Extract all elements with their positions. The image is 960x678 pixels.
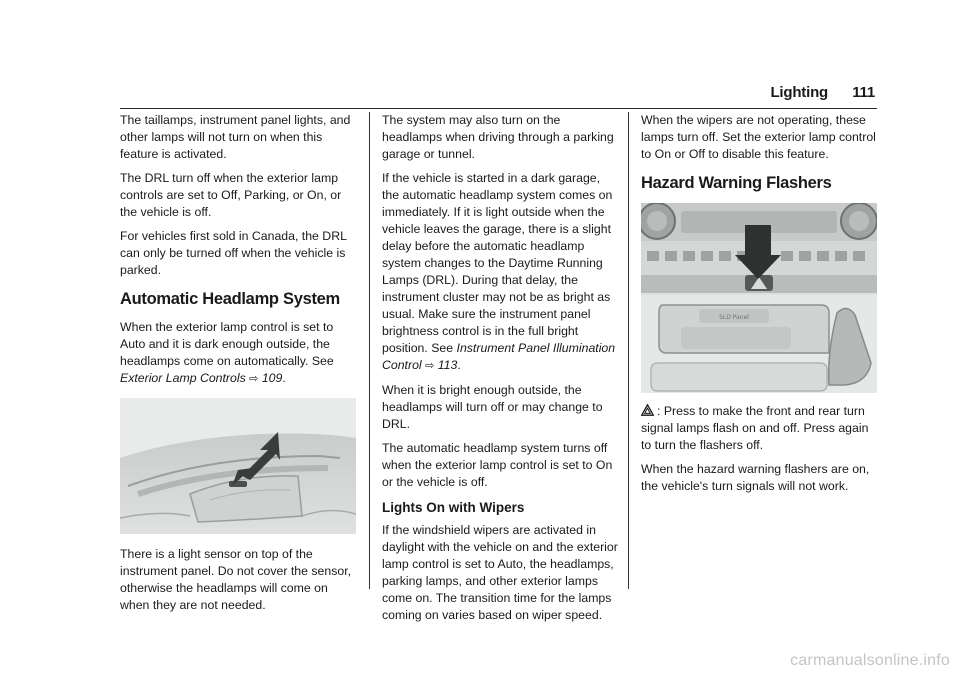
column-2	[382, 112, 618, 631]
column-1	[120, 112, 356, 621]
reference-arrow-icon: ⇨	[249, 373, 259, 385]
hazard-warning-icon	[641, 404, 654, 416]
hazard-description-text: : Press to make the front and rear turn signal lamps flash on and off. Press again to turn the flashers off.	[641, 404, 869, 452]
paragraph: When it is bright enough outside, the headlamps will turn off or may change to DRL.	[382, 383, 603, 431]
column-3	[641, 112, 877, 502]
paragraph: The taillamps, instrument panel lights, and other lamps will not turn on when this feature is activated.	[120, 113, 351, 161]
column-divider	[628, 112, 629, 589]
console-label: SLD Panel	[719, 314, 749, 321]
paragraph: The system may also turn on the headlamps when driving through a parking garage or tunnel.	[382, 113, 614, 161]
heading-lights-on-with-wipers: Lights On with Wipers	[382, 500, 525, 515]
reference-arrow-icon: ⇨	[425, 360, 435, 372]
paragraph-text: If the vehicle is started in a dark garage, the automatic headlamp system comes on immediately. If it is light outside when the vehicle leaves the garage, there is a slight delay before the automatic headlamp system changes to the Daytime Running Lamps (DRL). During that delay, the instrument cluster may not be as bright as usual. Make sure the instrument panel brightness control is in the full bright position. See	[382, 171, 613, 355]
hazard-flasher-figure	[641, 203, 877, 393]
paragraph: The automatic headlamp system turns off when the exterior lamp control is set to On or the vehicle is off.	[382, 441, 613, 489]
header-rule	[120, 108, 877, 109]
column-divider	[369, 112, 370, 589]
paragraph: If the vehicle is started in a dark garage, the automatic headlamp system comes on immediately. If it is light outside when the vehicle leaves the garage, there is a slight delay before the automatic headlamp system changes to the Daytime Running Lamps (DRL). During that delay, the instrument cluster may not be as bright as usual. Make sure the instrument panel brightness control is in the full bright position. See Instrument Panel Illumination Control ⇨ 113.	[382, 171, 616, 372]
reference-page[interactable]: 113	[437, 358, 458, 372]
paragraph: When the hazard warning flashers are on, the vehicle's turn signals will not work.	[641, 462, 870, 493]
paragraph: The DRL turn off when the exterior lamp controls are set to Off, Parking, or On, or the vehicle is off.	[120, 171, 342, 219]
paragraph: When the exterior lamp control is set to Auto and it is dark enough outside, the headlamps come on automatically. See Exterior Lamp Controls ⇨ 109.	[120, 320, 334, 385]
watermark: carmanualsonline.info	[790, 652, 950, 669]
paragraph-text: When the exterior lamp control is set to Auto and it is dark enough outside, the headlamps come on automatically. See	[120, 320, 334, 368]
section-title: Lighting	[770, 84, 828, 101]
page-header	[740, 84, 880, 106]
heading-automatic-headlamp-system: Automatic Headlamp System	[120, 290, 340, 308]
hazard-description	[641, 403, 877, 454]
paragraph: There is a light sensor on top of the instrument panel. Do not cover the sensor, otherwise the headlamps will come on when they are not needed.	[120, 547, 352, 612]
paragraph: If the windshield wipers are activated in daylight with the vehicle on and the exterior lamp control is set to Auto, the headlamps, parking lamps, and other exterior lamps come on. The transition time for the lamps coming on varies based on wiper speed.	[382, 523, 618, 622]
paragraph: For vehicles first sold in Canada, the DRL can only be turned off when the vehicle is parked.	[120, 229, 347, 277]
cross-reference-link[interactable]	[120, 371, 246, 385]
paragraph: When the wipers are not operating, these lamps turn off. Set the exterior lamp control to On or Off to disable this feature.	[641, 113, 876, 161]
heading-hazard-warning-flashers: Hazard Warning Flashers	[641, 174, 832, 192]
light-sensor	[229, 481, 247, 487]
page-number: 111	[852, 84, 875, 101]
reference-title: Exterior Lamp Controls	[120, 371, 246, 385]
light-sensor-figure	[120, 398, 356, 534]
reference-title: Instrument Panel Illumination Control	[382, 341, 616, 372]
reference-page[interactable]: 109	[261, 371, 283, 385]
